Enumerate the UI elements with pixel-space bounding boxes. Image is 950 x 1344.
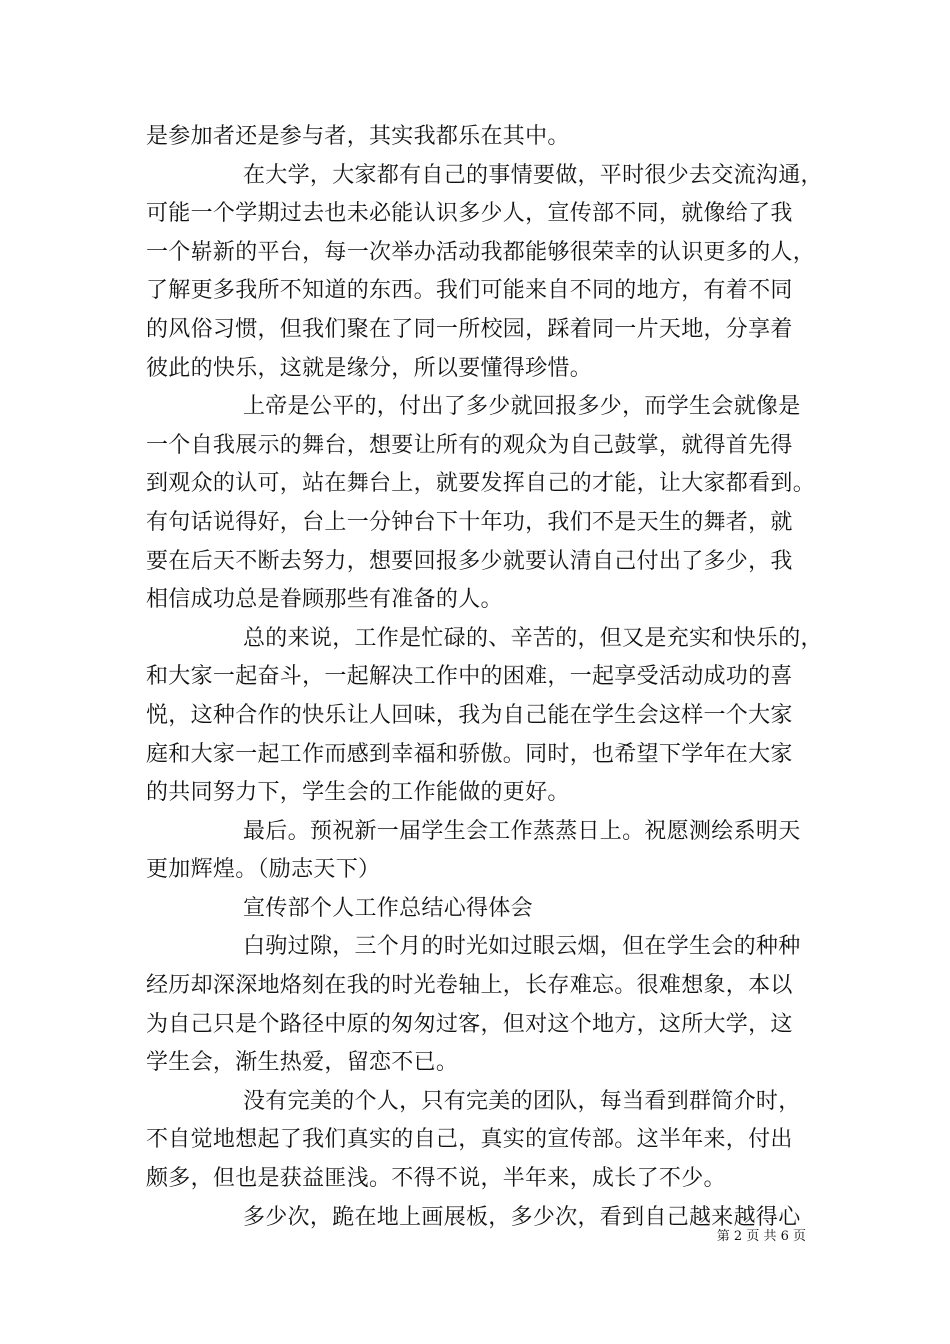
text-line: 庭和大家一起工作而感到幸福和骄傲。同时，也希望下学年在大家 <box>146 741 793 767</box>
text-line: 白驹过隙，三个月的时光如过眼云烟，但在学生会的种种 <box>243 934 801 960</box>
text-line: 要在后天不断去努力，想要回报多少就要认清自己付出了多少，我 <box>146 548 793 574</box>
text-line: 是参加者还是参与者，其实我都乐在其中。 <box>146 124 570 149</box>
text-line: 更加辉煌。（励志天下） <box>146 857 381 883</box>
text-line: 颇多，但也是获益匪浅。不得不说，半年来，成长了不少。 <box>146 1166 726 1192</box>
text-line: 的共同努力下，学生会的工作能做的更好。 <box>146 780 570 806</box>
text-line: 相信成功总是眷顾那些有准备的人。 <box>146 587 503 613</box>
text-line: 一个自我展示的舞台，想要让所有的观众为自己鼓掌，就得首先得 <box>146 432 793 458</box>
text-line: 可能一个学期过去也未必能认识多少人，宣传部不同，就像给了我 <box>146 201 793 227</box>
text-line: 悦，这种合作的快乐让人回味，我为自己能在学生会这样一个大家 <box>146 702 793 728</box>
page-number: 第 2 页 共 6 页 <box>716 1229 806 1244</box>
text-line: 一个崭新的平台，每一次举办活动我都能够很荣幸的认识更多的人， <box>146 239 816 265</box>
text-line: 不自觉地想起了我们真实的自己，真实的宣传部。这半年来，付出 <box>146 1127 793 1153</box>
text-line: 没有完美的个人，只有完美的团队，每当看到群简介时， <box>243 1088 801 1114</box>
text-line: 了解更多我所不知道的东西。我们可能来自不同的地方，有着不同 <box>146 278 793 304</box>
text-line: 有句话说得好，台上一分钟台下十年功，我们不是天生的舞者，就 <box>146 509 793 535</box>
text-line: 和大家一起奋斗，一起解决工作中的困难，一起享受活动成功的喜 <box>146 664 793 690</box>
text-line: 经历却深深地烙刻在我的时光卷轴上，长存难忘。很难想象，本以 <box>146 973 793 999</box>
document-body <box>146 118 823 1237</box>
text-line: 上帝是公平的，付出了多少就回报多少，而学生会就像是 <box>243 394 801 420</box>
text-line: 到观众的认可，站在舞台上，就要发挥自己的才能，让大家都看到。 <box>146 471 816 497</box>
section-heading: 宣传部个人工作总结心得体会 <box>243 895 533 921</box>
text-line: 的风俗习惯，但我们聚在了同一所校园，踩着同一片天地，分享着 <box>146 316 793 342</box>
text-line: 在大学，大家都有自己的事情要做，平时很少去交流沟通， <box>243 162 823 188</box>
text-line: 学生会，渐生热爱，留恋不已。 <box>146 1050 459 1076</box>
text-line: 彼此的快乐，这就是缘分，所以要懂得珍惜。 <box>146 355 593 381</box>
text-line: 总的来说，工作是忙碌的、辛苦的，但又是充实和快乐的， <box>243 625 823 651</box>
text-line: 多少次，跪在地上画展板，多少次，看到自己越来越得心 <box>243 1204 801 1230</box>
text-line: 最后。预祝新一届学生会工作蒸蒸日上。祝愿测绘系明天 <box>243 818 801 844</box>
text-line: 为自己只是个路径中原的匆匆过客，但对这个地方，这所大学，这 <box>146 1011 793 1037</box>
